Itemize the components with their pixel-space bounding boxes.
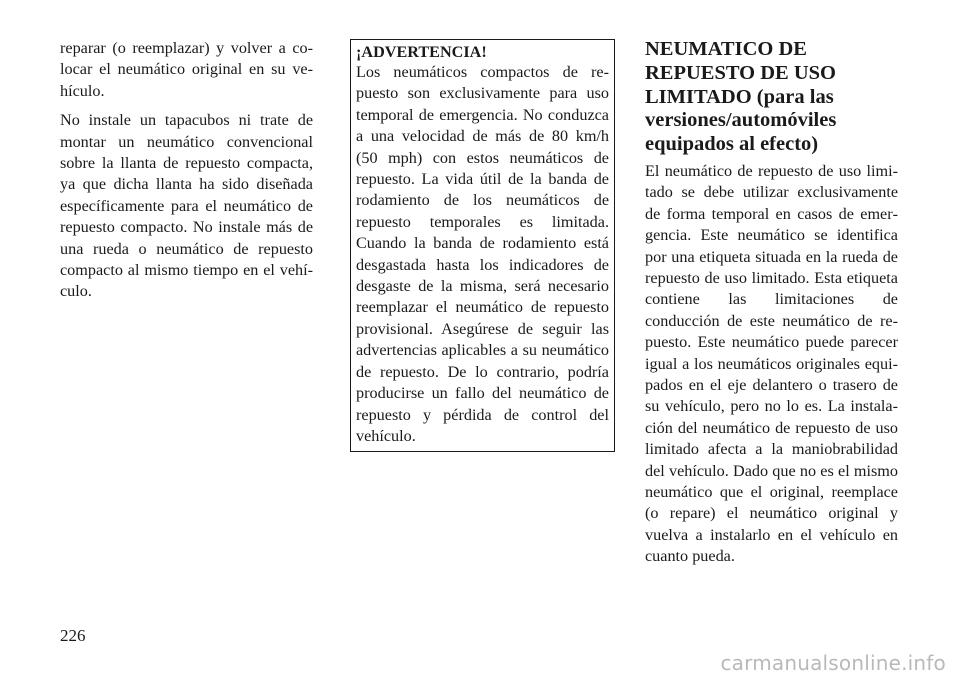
warning-body: Los neumáticos compactos de repuesto son exclusivamente para uso temporal de emergencia. No conduzca a una velocidad de más de 80 km/h (50 mph) con estos neumáticos de repuesto. La vida útil de la banda de rodamiento de los neumáticos de repuesto temporales es limitada. Cuando la banda de rodamiento está desgastada hasta los indicadores de desgaste de la misma, será necesario reemplazar el neumático de repuesto provisional. Asegúrese de seguir las advertencias aplicables a su neumático de repuesto. De lo contrario, podría producirse un fallo del neumático de repuesto y pérdida de control del vehículo. xyxy=(356,63,609,445)
page-number: 226 xyxy=(60,626,86,645)
right-paragraph: El neumático de repuesto de uso limitado se debe utilizar exclusivamente de forma temporal en casos de emergencia. Este neumático se identifica por una etiqueta situada en la rueda de repuesto de uso limitado. Esta etiqueta contiene las limitaciones de conducción de este neumático de repuesto. Este neumático puede parecer igual a los neumáticos originales equipados en el eje delantero o trasero de su vehículo, pero no lo es. La instalación del neumático de repuesto de uso limitado afecta a la maniobrabilidad del vehículo. Dado que no es el mismo neumático que el original, reemplace (o repare) el neumático original y vuelva a instalarlo en el vehículo en cuanto pueda. xyxy=(645,161,898,566)
warning-box xyxy=(350,39,615,452)
left-paragraph-1: reparar (o reemplazar) y volver a colocar el neumático original en su vehículo. xyxy=(60,39,313,100)
warning-title: ¡ADVERTENCIA! xyxy=(356,43,487,61)
watermark: carmanualsonline.info xyxy=(720,651,946,675)
right-column xyxy=(645,38,898,576)
left-paragraph-2: No instale un tapacubos ni trate de montar un neumático convencional sobre la llanta de repuesto compacta, ya que dicha llanta ha sido diseñada específicamente para el neumático de repuesto compacto. No instale más de una rueda o neumático de repuesto compacto al mismo tiempo en el vehículo. xyxy=(60,111,313,301)
section-heading: NEUMATICO DE REPUESTO DE USO LIMITADO (para las versiones/automóviles equipados al efecto) xyxy=(645,38,837,156)
left-column xyxy=(60,38,313,311)
